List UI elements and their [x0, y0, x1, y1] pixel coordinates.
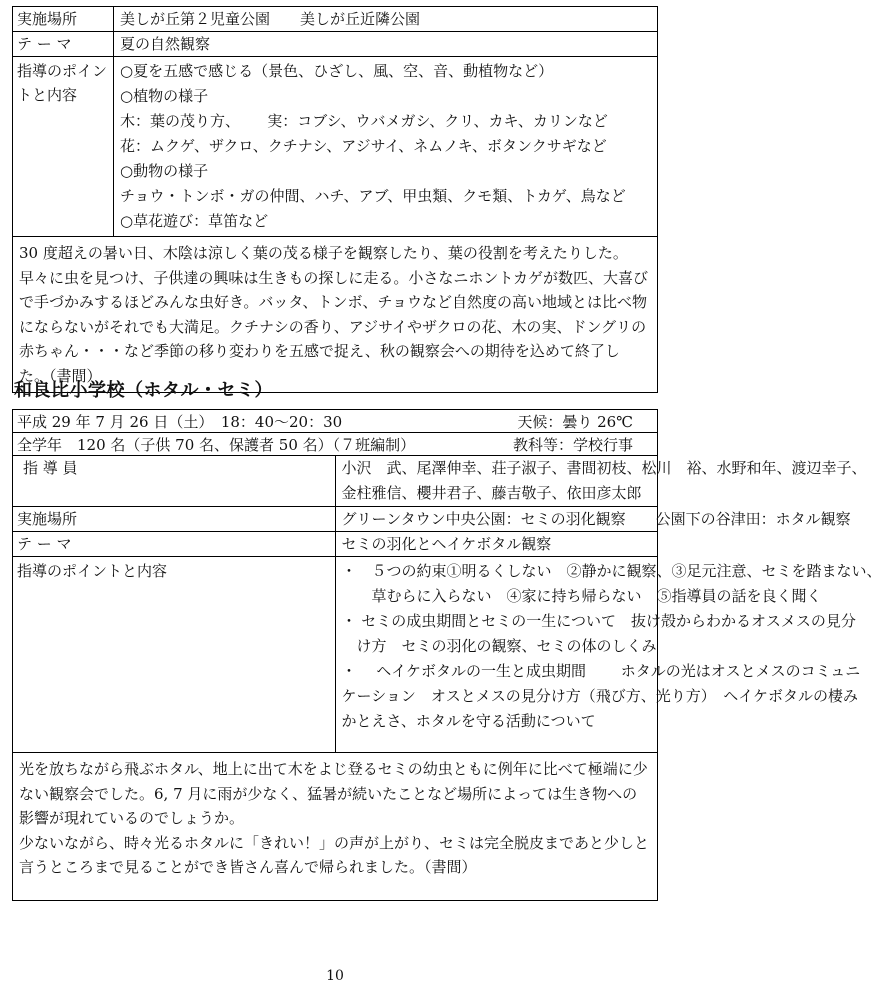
report-text: 30 度超えの暑い日、木陰は涼しく葉の茂る様子を観察したり、葉の役割を考えたりした。早々に虫を見つけ、子供達の興味は生きもの探しに走る。小さなニホントカゲが数匹、大喜びで手づかみするほどみんな虫好き。バッタ、トンボ、チョウなど自然度の高い地域とは比べ物にならないがそれでも大満足。クチナシの香り、アジサイやザクロの花、木の実、ドングリの赤ちゃん・・・など季節の移り変わりを五感で捉え、秋の観察会への期待を込めて終了した。（書間）: [13, 237, 658, 393]
participants-row: [13, 433, 658, 456]
theme-label: テ ー マ: [13, 32, 114, 57]
points-content: [114, 57, 658, 237]
report-row: [13, 753, 658, 901]
points-line: かとえさ、ホタルを守る活動について: [341, 712, 596, 730]
firefly-cicada-table: [12, 409, 882, 901]
venue-value: グリーンタウン中央公園：セミの羽化観察 公園下の谷津田：ホタル観察: [335, 507, 658, 532]
leaders-line: 小沢 武、尾澤伸幸、荘子淑子、書間初枝、松川 裕、水野和年、渡辺幸子、: [341, 459, 867, 477]
venue-label: 実施場所: [13, 7, 114, 32]
points-label: 指導のポイントと内容: [13, 57, 114, 237]
leaders-label: 指 導 員: [13, 456, 336, 507]
points-line: ○草花遊び：草笛など: [120, 212, 269, 230]
leaders-content: [335, 456, 867, 507]
points-line: ○夏を五感で感じる（景色、ひざし、風、空、音、動植物など）: [120, 62, 554, 80]
school-heading: 和良比小学校（ホタル・セミ）: [14, 380, 273, 401]
points-line: 木：葉の茂り方、 実：コブシ、ウバメガシ、クリ、カキ、カリンなど: [120, 112, 608, 130]
points-line: チョウ・トンボ・ガの仲間、ハチ、アブ、甲虫類、クモ類、トカゲ、鳥など: [120, 187, 626, 205]
leaders-line: 金柱雅信、櫻井君子、藤吉敬子、依田彦太郎: [341, 484, 642, 502]
participants: 全学年 120 名（子供 70 名、保護者 50 名）（７班編制）: [17, 436, 416, 454]
points-label: 指導のポイントと内容: [13, 557, 336, 753]
theme-value: 夏の自然観察: [114, 32, 658, 57]
points-line: け方 セミの羽化の観察、セミの体のしくみ: [341, 637, 657, 655]
report-content: [13, 753, 658, 901]
page-number: 10: [326, 968, 344, 984]
points-line: 草むらに入らない ④家に持ち帰らない ⑤指導員の話を良く聞く: [341, 587, 822, 605]
venue-value: 美しが丘第２児童公園 美しが丘近隣公園: [114, 7, 658, 32]
venue-row: [13, 7, 658, 32]
points-line: ○植物の様子: [120, 87, 209, 105]
points-row: [13, 57, 658, 237]
report-row: [13, 237, 658, 393]
venue-label: 実施場所: [13, 507, 336, 532]
date-row: [13, 410, 658, 433]
points-row: [13, 557, 658, 753]
theme-label: テ ー マ: [13, 532, 336, 557]
theme-row: [13, 532, 658, 557]
theme-row: [13, 32, 658, 57]
nature-observation-table: [12, 6, 658, 393]
points-content: [335, 557, 882, 753]
points-line: ・ セミの成虫期間とセミの一生について 抜け殻からわかるオスメスの見分: [341, 612, 856, 630]
points-line: ・ ５つの約束①明るくしない ②静かに観察、③足元注意、セミを踏まない、: [341, 562, 882, 580]
event-date: 平成 29 年 7 月 26 日（土） 18：40〜20：30: [17, 413, 343, 431]
theme-value: セミの羽化とヘイケボタル観察: [335, 532, 658, 557]
points-line: ・ ヘイケボタルの一生と成虫期間 ホタルの光はオスとメスのコミュニ: [341, 662, 861, 680]
leaders-row: [13, 456, 658, 507]
points-line: ○動物の様子: [120, 162, 209, 180]
subject: 教科等：学校行事: [512, 436, 633, 454]
venue-row: [13, 507, 658, 532]
weather: 天候：曇り 26℃: [517, 413, 633, 431]
report-paragraph: 光を放ちながら飛ぶホタル、地上に出て木をよじ登るセミの幼虫ともに例年に比べて極端に少ない観察会でした。6, 7 月に雨が少なく、猛暑が続いたことなど場所によっては生き物への影響が現れているのでしょうか。: [19, 760, 648, 827]
points-line: ケーション オスとメスの見分け方（飛び方、光り方） ヘイケボタルの棲み: [341, 687, 858, 705]
points-line: 花：ムクゲ、ザクロ、クチナシ、アジサイ、ネムノキ、ボタンクサギなど: [120, 137, 607, 155]
report-paragraph: 少ないながら、時々光るホタルに「きれい！」の声が上がり、セミは完全脱皮まであと少しと言うところまで見ることができ皆さん喜んで帰られました。（書間）: [19, 833, 650, 876]
